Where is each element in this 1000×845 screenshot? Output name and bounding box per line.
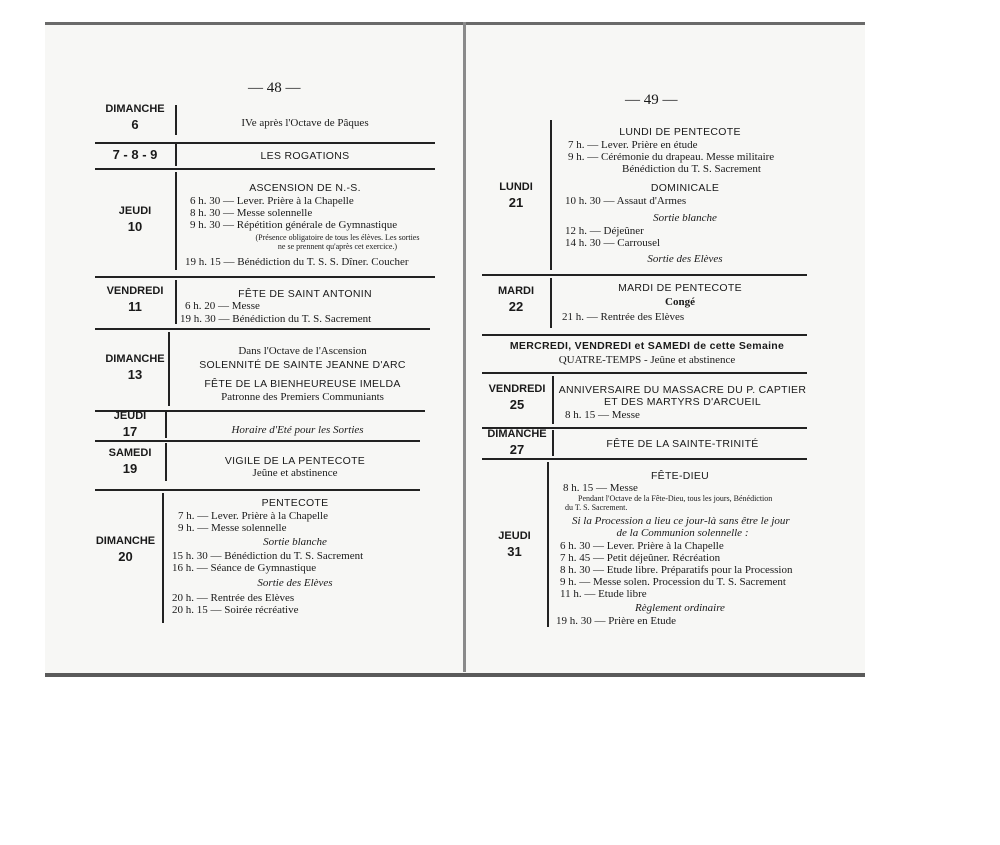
entry-text: 6 h. 20 — Messe [185,300,260,312]
day-label: LUNDI 21 [499,181,533,210]
entry-text: Règlement ordinaire [635,602,725,614]
entry-text: 9 h. 30 — Répétition générale de Gymnastique [190,219,398,231]
entry-text: 7 h. — Lever. Prière en étude [568,139,698,151]
column-divider [550,278,552,328]
column-divider [175,144,177,166]
entry-text: 7 h. — Lever. Prière à la Chapelle [178,510,328,522]
entry-text: 8 h. 30 — Messe solennelle [190,207,313,219]
entry-text: MARDI DE PENTECOTE [618,282,742,294]
column-divider [547,462,549,627]
day-label: JEUDI 31 [498,530,531,559]
entry-text: Sortie des Elèves [257,577,333,589]
column-divider [165,443,167,481]
entry-text: Horaire d'Eté pour les Sorties [231,424,364,436]
entry-text: 6 h. 30 — Lever. Prière à la Chapelle [560,540,724,552]
row-divider [95,142,435,144]
entry-text: SOLENNITÉ DE SAINTE JEANNE D'ARC [199,359,406,371]
day-label: DIMANCHE 13 [105,353,165,382]
page-number-left: — 48 — [248,80,301,96]
day-label: VENDREDI 11 [106,285,164,314]
entry-note: du T. S. Sacrement. [565,503,628,512]
entry-note: ne se prennent qu'après cet exercice.) [277,242,398,251]
day-label: JEUDI 10 [118,205,152,234]
column-divider [552,430,554,456]
entry-text: PENTECOTE [261,497,329,509]
day-label: DIMANCHE 6 [105,103,165,132]
entry-text: Sortie blanche [653,212,717,224]
entry-text: LUNDI DE PENTECOTE [619,126,741,138]
entry-text: 20 h. 15 — Soirée récréative [172,604,299,616]
row-divider [95,328,430,330]
entry-text: ASCENSION DE N.-S. [249,182,361,194]
column-divider [175,280,177,324]
entry-text: 19 h. 30 — Prière en Etude [556,615,677,627]
entry-text: 20 h. — Rentrée des Elèves [172,592,295,604]
entry-text: VIGILE DE LA PENTECOTE [224,455,366,467]
entry-text: 21 h. — Rentrée des Elèves [562,311,685,323]
column-divider [550,120,552,270]
entry-text: 11 h. — Etude libre [560,588,647,600]
page-number-right: — 49 — [625,92,678,108]
entry-text: de la Communion solennelle : [616,527,749,539]
column-divider [175,172,177,270]
row-divider [482,334,807,336]
row-divider [95,276,435,278]
entry-text: FÊTE DE LA BIENHEUREUSE IMELDA [204,378,401,390]
entry-text: 16 h. — Séance de Gymnastique [172,562,317,574]
entry-text: ANNIVERSAIRE DU MASSACRE DU P. CAPTIER [558,384,807,396]
entry-text: MERCREDI, VENDREDI et SAMEDI de cette Semaine [509,340,785,352]
row-divider [95,168,435,170]
entry-text: ET DES MARTYRS D'ARCUEIL [603,396,761,408]
entry-text: 12 h. — Déjeûner [565,225,644,237]
entry-text: 14 h. 30 — Carrousel [565,237,661,249]
entry-text: 19 h. 15 — Bénédiction du T. S. S. Dîner. Coucher [185,256,409,268]
entry-text: Bénédiction du T. S. Sacrement [622,163,761,175]
day-label: 7 - 8 - 9 [112,147,158,162]
entry-text: Patronne des Premiers Communiants [221,391,384,403]
column-divider [175,105,177,135]
entry-text: 8 h. 15 — Messe [565,409,640,421]
day-label: SAMEDI 19 [108,447,152,476]
entry-text: 15 h. 30 — Bénédiction du T. S. Sacrement [172,550,364,562]
row-divider [482,372,807,374]
entry-text: FÊTE-DIEU [650,470,710,482]
entry-text: Si la Procession a lieu ce jour-là sans être le jour [572,515,790,527]
entry-text: 19 h. 30 — Bénédiction du T. S. Sacrement [180,313,372,325]
entry-text: Jeûne et abstinence [252,467,338,479]
entry-text: LES ROGATIONS [260,150,350,162]
entry-text: FÊTE DE LA SAINTE-TRINITÉ [606,438,759,450]
day-label: JEUDI 17 [113,410,147,439]
entry-text: Congé [665,296,695,308]
entry-text: Sortie des Elèves [647,253,723,265]
column-divider [162,493,164,623]
entry-text: 9 h. — Messe solen. Procession du T. S. Sacrement [560,576,786,588]
row-divider [95,440,420,442]
entry-note: (Présence obligatoire de tous les élèves. Les sorties [255,233,420,242]
row-divider [95,489,420,491]
entry-text: 10 h. 30 — Assaut d'Armes [565,195,687,207]
column-divider [168,332,170,406]
entry-text: 7 h. 45 — Petit déjeûner. Récréation [560,552,721,564]
entry-text: 9 h. — Messe solennelle [178,522,287,534]
column-divider [552,376,554,424]
entry-note: Pendant l'Octave de la Fête-Dieu, tous les jours, Bénédiction [578,494,773,503]
entry-text: QUATRE-TEMPS - Jeûne et abstinence [558,354,736,366]
entry-text: FÊTE DE SAINT ANTONIN [238,288,372,300]
column-divider [165,412,167,438]
day-label: DIMANCHE 27 [487,428,547,457]
entry-text: 9 h. — Cérémonie du drapeau. Messe militaire [568,151,775,163]
book-gutter [463,22,466,672]
day-label: DIMANCHE 20 [95,535,156,564]
entry-text: 8 h. 30 — Etude libre. Préparatifs pour la Procession [560,564,793,576]
row-divider [482,458,807,460]
row-divider [482,274,807,276]
entry-text: Sortie blanche [263,536,327,548]
entry-text: Dans l'Octave de l'Ascension [238,345,367,357]
entry-text: IVe après l'Octave de Pâques [241,117,369,129]
entry-text: 8 h. 15 — Messe [563,482,638,494]
entry-text: DOMINICALE [650,182,720,194]
day-label: MARDI 22 [497,285,535,314]
day-label: VENDREDI 25 [488,383,546,412]
entry-text: 6 h. 30 — Lever. Prière à la Chapelle [190,195,354,207]
